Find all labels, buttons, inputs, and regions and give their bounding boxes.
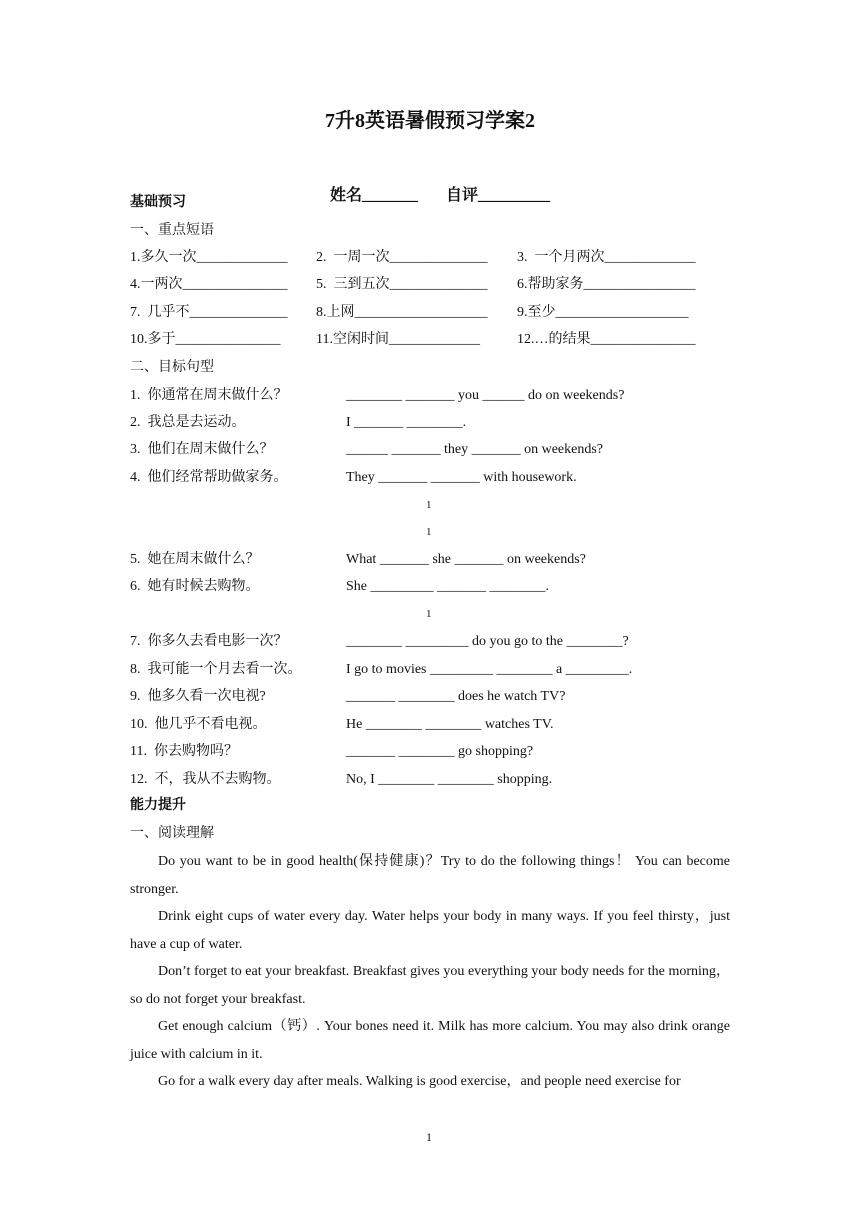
name-label: 姓名_______ [330, 187, 419, 204]
stray-mark: 1 [426, 499, 432, 511]
sentence-english: They _______ _______ with housework. [346, 470, 577, 485]
sentence-english: ______ _______ they _______ on weekends? [346, 442, 604, 457]
sentence-chinese: 4. 他们经常帮助做家务。 [130, 470, 288, 485]
sentence-english: I go to movies _________ ________ a _________. [346, 662, 633, 677]
phrase-item: 6.帮助家务________________ [517, 277, 696, 292]
reading-paragraph [130, 1068, 730, 1096]
phrase-item: 8.上网___________________ [316, 305, 488, 320]
phrases-heading: 一、重点短语 [130, 223, 214, 238]
sentence-english: ________ _______ you ______ do on weekends? [346, 388, 625, 403]
name-field-label [322, 166, 550, 206]
phrase-item: 4.一两次_______________ [130, 277, 288, 292]
paragraph-text: Get enough calcium（钙）. Your bones need it. Milk has more calcium. You may also drink orange juice with calcium in it. [130, 1019, 730, 1062]
self-eval-label: 自评_________ [446, 187, 551, 204]
phrase-item: 10.多于_______________ [130, 332, 281, 347]
phrase-item: 3. 一个月两次_____________ [517, 250, 696, 265]
sentence-chinese: 10. 他几乎不看电视。 [130, 717, 267, 732]
sentence-chinese: 8. 我可能一个月去看一次。 [130, 662, 302, 677]
phrase-item: 12.…的结果_______________ [517, 332, 696, 347]
reading-paragraph [130, 903, 730, 958]
sentence-chinese: 12. 不，我从不去购物。 [130, 772, 281, 787]
section-ability-heading: 能力提升 [130, 798, 186, 813]
sentence-english: No, I ________ ________ shopping. [346, 772, 553, 787]
sentence-chinese: 11. 你去购物吗？ [130, 744, 238, 759]
sentence-chinese: 3. 他们在周末做什么？ [130, 442, 274, 457]
document-title: 7升8英语暑假预习学案2 [325, 110, 535, 132]
phrase-item: 7. 几乎不______________ [130, 305, 288, 320]
sentence-english: What _______ she _______ on weekends? [346, 552, 586, 567]
stray-mark: 1 [426, 526, 432, 538]
phrase-item: 1.多久一次_____________ [130, 250, 288, 265]
sentence-chinese: 9. 他多久看一次电视? [130, 689, 266, 704]
phrase-item: 9.至少___________________ [517, 305, 689, 320]
sentence-chinese: 1. 你通常在周末做什么？ [130, 388, 288, 403]
paragraph-text: Go for a walk every day after meals. Walking is good exercise，and people need exercise for [158, 1074, 681, 1089]
paragraph-text: Drink eight cups of water every day. Water helps your body in many ways. If you feel thirsty，just have a cup of water. [130, 909, 730, 952]
sentence-chinese: 7. 你多久去看电影一次？ [130, 634, 288, 649]
phrase-item: 2. 一周一次______________ [316, 250, 488, 265]
reading-heading: 一、阅读理解 [130, 826, 214, 841]
paragraph-text: Do you want to be in good health(保持健康)？Try to do the following things！ You can become stronger. [130, 854, 730, 897]
sentence-english: ________ _________ do you go to the ________? [346, 634, 629, 649]
phrase-item: 5. 三到五次______________ [316, 277, 488, 292]
reading-paragraph [130, 1013, 730, 1068]
sentence-english: _______ ________ does he watch TV? [346, 689, 566, 704]
sentence-english: I _______ ________. [346, 415, 467, 430]
sentence-chinese: 6. 她有时候去购物。 [130, 579, 260, 594]
sentence-chinese: 5. 她在周末做什么？ [130, 552, 260, 567]
reading-paragraph [130, 958, 730, 1013]
sentence-english: She _________ _______ ________. [346, 579, 549, 594]
paragraph-text: Don’t forget to eat your breakfast. Breakfast gives you everything your body needs for the morning，so do not forget your breakfast. [130, 964, 730, 1007]
stray-mark: 1 [426, 608, 432, 620]
section-basic-heading: 基础预习 [130, 195, 186, 210]
sentences-heading: 二、目标句型 [130, 360, 214, 375]
sentence-english: _______ ________ go shopping? [346, 744, 534, 759]
sentence-english: He ________ ________ watches TV. [346, 717, 554, 732]
sentence-chinese: 2. 我总是去运动。 [130, 415, 246, 430]
phrase-item: 11.空闲时间_____________ [316, 332, 480, 347]
page-number: 1 [426, 1130, 432, 1144]
reading-paragraph [130, 848, 730, 903]
